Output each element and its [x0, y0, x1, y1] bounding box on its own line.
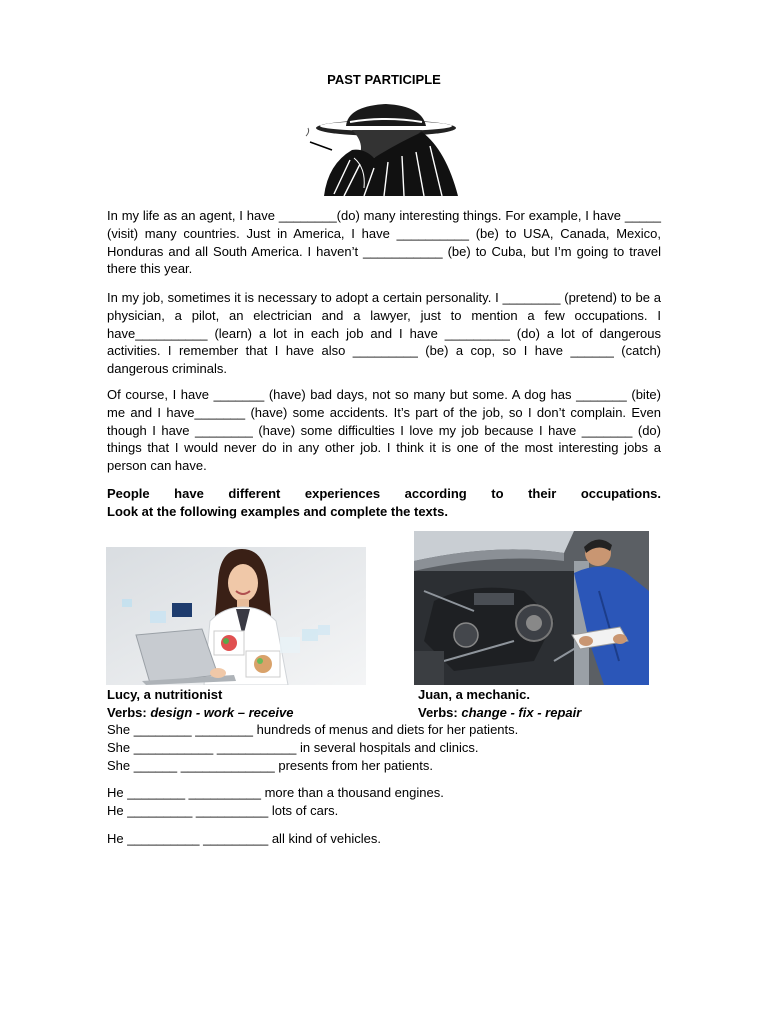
lucy-verbs-label: Verbs: [107, 705, 151, 720]
lucy-verbs-list: design - work – receive [150, 705, 294, 720]
juan-verbs-label: Verbs: [418, 705, 462, 720]
instructions-line-2: Look at the following examples and complete the texts. [107, 503, 448, 519]
page-title: PAST PARTICIPLE [327, 72, 441, 87]
mechanic-photo [414, 531, 649, 685]
lucy-sentences [107, 721, 518, 775]
instructions-line-1: People have different experiences according to their occupations. [107, 486, 661, 501]
instructions [107, 485, 661, 521]
lucy-caption-block [107, 686, 293, 722]
juan-verbs-list: change - fix - repair [461, 705, 582, 720]
juan-verbs [418, 704, 581, 722]
juan-sentence-1: He ________ __________ more than a thousand engines. [107, 785, 444, 800]
spy-illustration [304, 98, 466, 198]
juan-sentence-2: He _________ __________ lots of cars. [107, 803, 339, 818]
juan-sentences-a [107, 784, 444, 820]
juan-caption-block [418, 686, 581, 722]
paragraph-1: In my life as an agent, I have ________(do) many interesting things. For example, I have _____ (visit) many countries. Just in America, I have __________ (be) to USA, Canada, Mexico, Honduras and all South America. I haven’t ___________ (be) to Cuba, but I’m going to travel there this year. [107, 208, 661, 277]
juan-sentence-3: He __________ _________ all kind of vehicles. [107, 831, 381, 846]
lucy-sentence-1: She ________ ________ hundreds of menus and diets for her patients. [107, 722, 519, 737]
juan-sentences-b [107, 830, 381, 848]
paragraph-2: In my job, sometimes it is necessary to adopt a certain personality. I ________ (pretend) to be a physician, a pilot, an electrician and a lawyer, just to mention a few occupations. I have__________ (learn) a lot in each job and I have _________ (do) a lot of dangerous activities. I remember that I have also _________ (be) a cop, so I have ______ (catch) dangerous criminals. [107, 290, 661, 377]
juan-caption: Juan, a mechanic. [418, 687, 530, 702]
lucy-sentence-2: She ___________ ___________ in several hospitals and clinics. [107, 740, 479, 755]
paragraph-3: Of course, I have _______ (have) bad days, not so many but some. A dog has _______ (bite) me and I have_______ (have) some accidents. It’s part of the job, so I don’t complain. Even though I have ________ (have) some difficulties I love my job because I have _______ (do) things that I would never do in any other job. I think it is one of the most interesting jobs a person can have. [107, 387, 661, 474]
lucy-sentence-3: She ______ _____________ presents from her patients. [107, 758, 433, 773]
lucy-caption: Lucy, a nutritionist [107, 687, 223, 702]
nutritionist-photo [106, 547, 366, 685]
lucy-verbs [107, 704, 293, 722]
